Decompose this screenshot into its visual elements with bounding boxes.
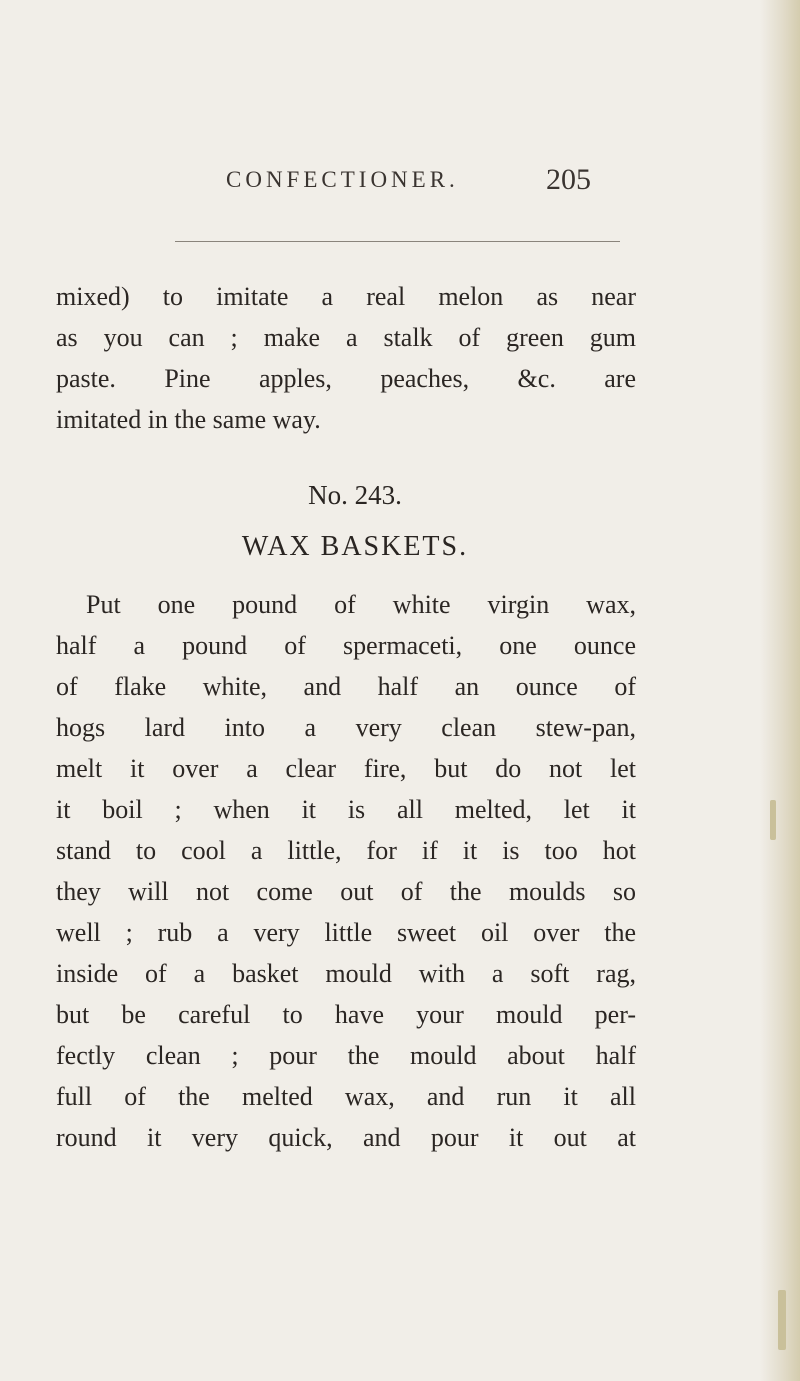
page-header xyxy=(0,163,800,207)
continued-paragraph xyxy=(56,276,636,440)
text-line: half a pound of spermaceti, one ounce xyxy=(56,631,636,660)
page-edge-shadow xyxy=(760,0,800,1381)
text-line: inside of a basket mould with a soft rag, xyxy=(56,959,636,988)
text-line: melt it over a clear fire, but do not let xyxy=(56,754,636,783)
recipe-title: WAX BASKETS. xyxy=(241,531,469,562)
page-number: 205 xyxy=(546,163,591,196)
text-line: fectly clean ; pour the mould about half xyxy=(56,1041,636,1070)
page-stain xyxy=(778,1290,786,1350)
text-line: imitated in the same way. xyxy=(56,405,321,434)
text-line: it boil ; when it is all melted, let it xyxy=(56,795,636,824)
recipe-paragraph xyxy=(56,584,636,1158)
text-line: full of the melted wax, and run it all xyxy=(56,1082,636,1111)
text-line: mixed) to imitate a real melon as near xyxy=(56,282,636,311)
recipe-number: No. 243. xyxy=(308,480,402,510)
text-line: Put one pound of white virgin wax, xyxy=(86,590,636,619)
text-line: well ; rub a very little sweet oil over the xyxy=(56,918,636,947)
text-line: as you can ; make a stalk of green gum xyxy=(56,323,636,352)
text-line: paste. Pine apples, peaches, &c. are xyxy=(56,364,636,393)
text-line: round it very quick, and pour it out at xyxy=(56,1123,636,1152)
text-line: they will not come out of the moulds so xyxy=(56,877,636,906)
text-line: of flake white, and half an ounce of xyxy=(56,672,636,701)
running-title: CONFECTIONER. xyxy=(226,167,459,192)
text-line: but be careful to have your mould per- xyxy=(56,1000,636,1029)
text-line: hogs lard into a very clean stew-pan, xyxy=(56,713,636,742)
header-rule xyxy=(175,241,620,242)
page-stain xyxy=(770,800,776,840)
text-line: stand to cool a little, for if it is too hot xyxy=(56,836,636,865)
